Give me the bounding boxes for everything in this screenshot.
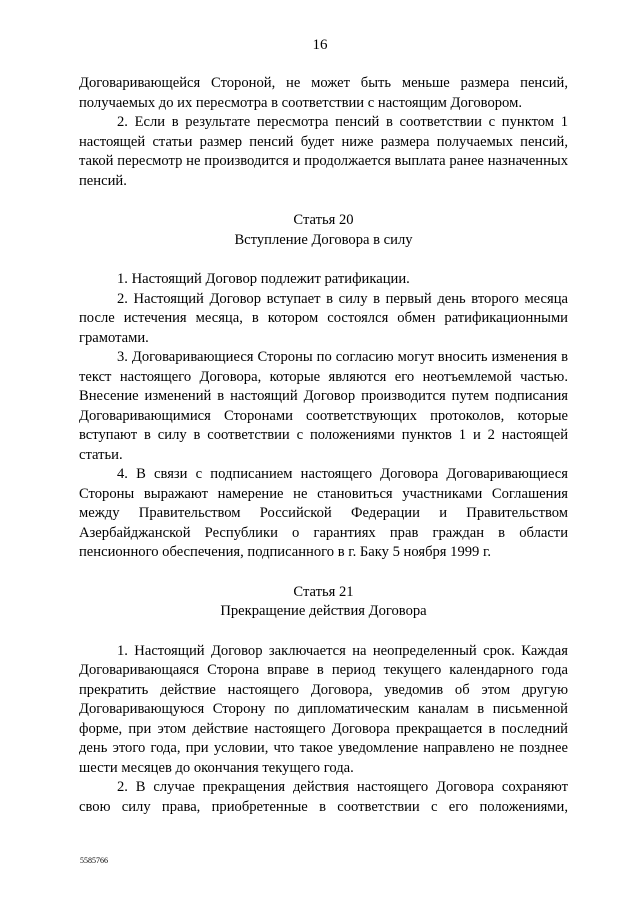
- article-20-paragraph-1: 1. Настоящий Договор подлежит ратификации.: [117, 271, 410, 287]
- paragraph-item-2: 2. Если в результате пересмотра пенсий в соответствии с пунктом 1 настоящей статьи размер пенсий будет ниже размера получаемых пенсий, такой пересмотр не производится и продолжается выплата ранее назначенных пенсий.: [79, 114, 568, 189]
- article-20-heading: [79, 211, 568, 250]
- article-20-paragraph-3: 3. Договаривающиеся Стороны по согласию могут вносить изменения в текст настоящего Договора, которые являются его неотъемлемой частью. Внесение изменений в настоящий Договор производится путем подписания Договаривающимися Сторонами соответствующих протоколов, которые вступают в силу в соответствии с положениями пунктов 1 и 2 настоящей статьи.: [79, 349, 568, 463]
- article-20-title: Вступление Договора в силу: [234, 231, 413, 248]
- page-number: 16: [312, 37, 328, 53]
- article-21-paragraph-1: 1. Настоящий Договор заключается на неопределенный срок. Каждая Договаривающаяся Сторона вправе в период текущего календарного года прекратить действие настоящего Договора, уведомив об этом другую Договаривающуюся Сторону по дипломатическим каналам в письменной форме, при этом действие настоящего Договора прекращается в последний день этого года, при условии, что такое уведомление направлено не позднее шести месяцев до окончания текущего года.: [79, 642, 568, 776]
- article-21-heading: [79, 583, 568, 622]
- article-21-title: Прекращение действия Договора: [220, 603, 427, 619]
- article-21-paragraph-2: 2. В случае прекращения действия настоящего Договора сохраняют свою силу права, приобретенные в соответствии с его положениями,: [79, 779, 568, 815]
- article-21-number: Статья 21: [293, 583, 354, 600]
- article-20-paragraph-2: 2. Настоящий Договор вступает в силу в первый день второго месяца после истечения месяца, в котором состоялся обмен ратификационными грамотами.: [79, 290, 568, 346]
- document-code: 5585766: [80, 856, 108, 865]
- article-20-number: Статья 20: [293, 212, 354, 228]
- article-20-paragraph-4: 4. В связи с подписанием настоящего Договора Договаривающиеся Стороны выражают намерение не становиться участниками Соглашения между Правительством Российской Федерации и Правительством Азербайджанской Республики о гарантиях прав граждан в области пенсионного обеспечения, подписанного в г. Баку 5 ноября 1999 г.: [79, 466, 568, 560]
- document-body: [79, 74, 568, 817]
- paragraph-continued: Договаривающейся Стороной, не может быть меньше размера пенсий, получаемых до их пересмотра в соответствии с настоящим Договором.: [79, 75, 568, 111]
